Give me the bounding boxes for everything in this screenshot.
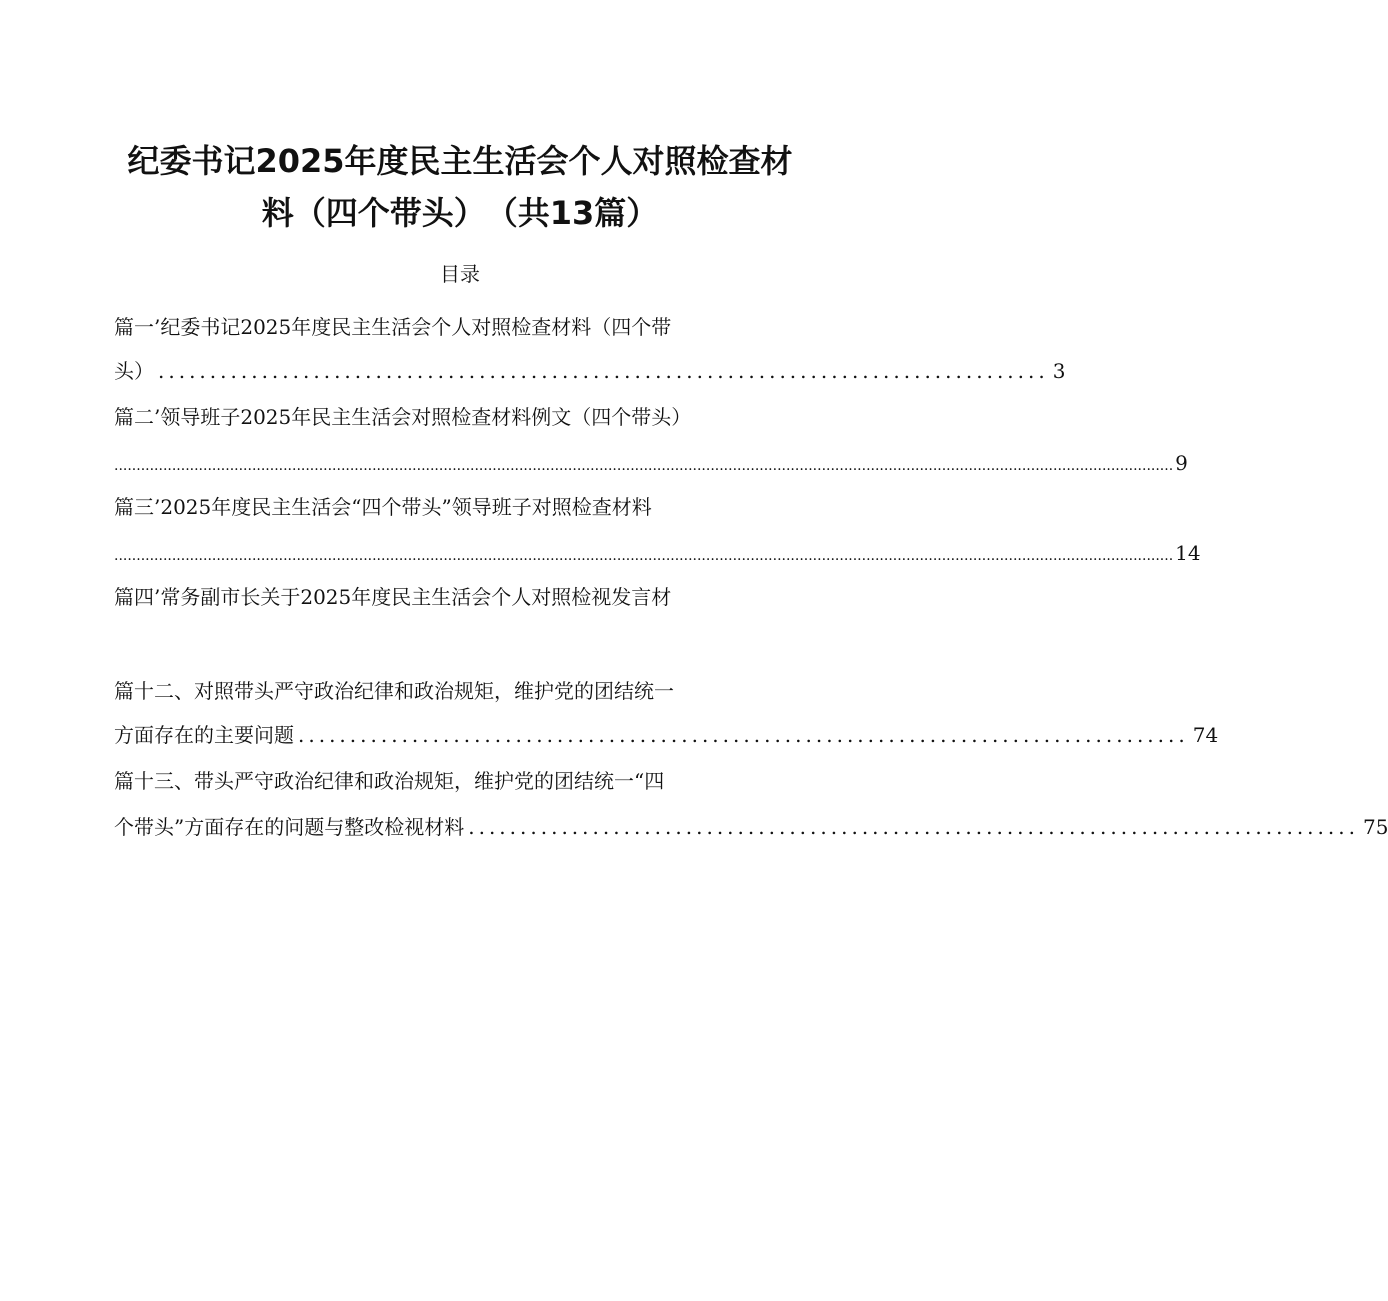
toc-entry-12-line-2[interactable] [114,720,1219,750]
toc-entry-12-page: 74 [1192,723,1219,747]
toc-entry-2-page: 9 [1175,451,1188,475]
toc-entry-2-line-1[interactable]: 篇二’领导班子2025年民主生活会对照检查材料例文（四个带头） [114,405,692,429]
toc-entry-3-page: 14 [1175,541,1201,565]
toc-entry-1-line-2[interactable] [114,356,1066,386]
toc-entry-1-text: 头） [114,359,154,383]
toc-leader-dots: .............................................................................................................................................................................................................................................. [114,458,1174,474]
toc-entry-4-line-1[interactable]: 篇四’常务副市长关于2025年度民主生活会个人对照检视发言材 [114,585,672,609]
toc-leader-dots: .............................................................................................................................................................................................................................................. [114,548,1174,564]
toc-entry-13-line-1[interactable]: 篇十三、带头严守政治纪律和政治规矩，维护党的团结统一“四 [114,769,665,793]
document-title-line-1: 纪委书记2025年度民主生活会个人对照检查材 [127,142,793,180]
toc-entry-12-text: 方面存在的主要问题 [114,723,294,747]
toc-entry-3-line-1[interactable]: 篇三’2025年度民主生活会“四个带头”领导班子对照检查材料 [114,495,652,519]
toc-leader-dots: ...................................................................................... [298,723,1189,747]
toc-entry-2-line-2[interactable] [114,448,1188,478]
toc-leader-dots: ...................................................................................... [158,359,1049,383]
toc-entry-13-line-2[interactable] [114,812,1388,842]
toc-leader-dots: ...................................................................................... [468,815,1359,839]
toc-entry-3-line-2[interactable] [114,538,1201,568]
toc-entry-13-page: 75 [1362,815,1388,839]
toc-heading: 目录 [440,262,480,286]
toc-entry-1-page: 3 [1052,359,1066,383]
document-title-line-2: 料（四个带头） （共13篇） [261,194,659,232]
toc-entry-12-line-1[interactable]: 篇十二、对照带头严守政治纪律和政治规矩，维护党的团结统一 [114,679,674,703]
toc-entry-1-line-1[interactable]: 篇一’纪委书记2025年度民主生活会个人对照检查材料（四个带 [114,315,672,339]
toc-entry-13-text: 个带头”方面存在的问题与整改检视材料 [114,815,465,839]
